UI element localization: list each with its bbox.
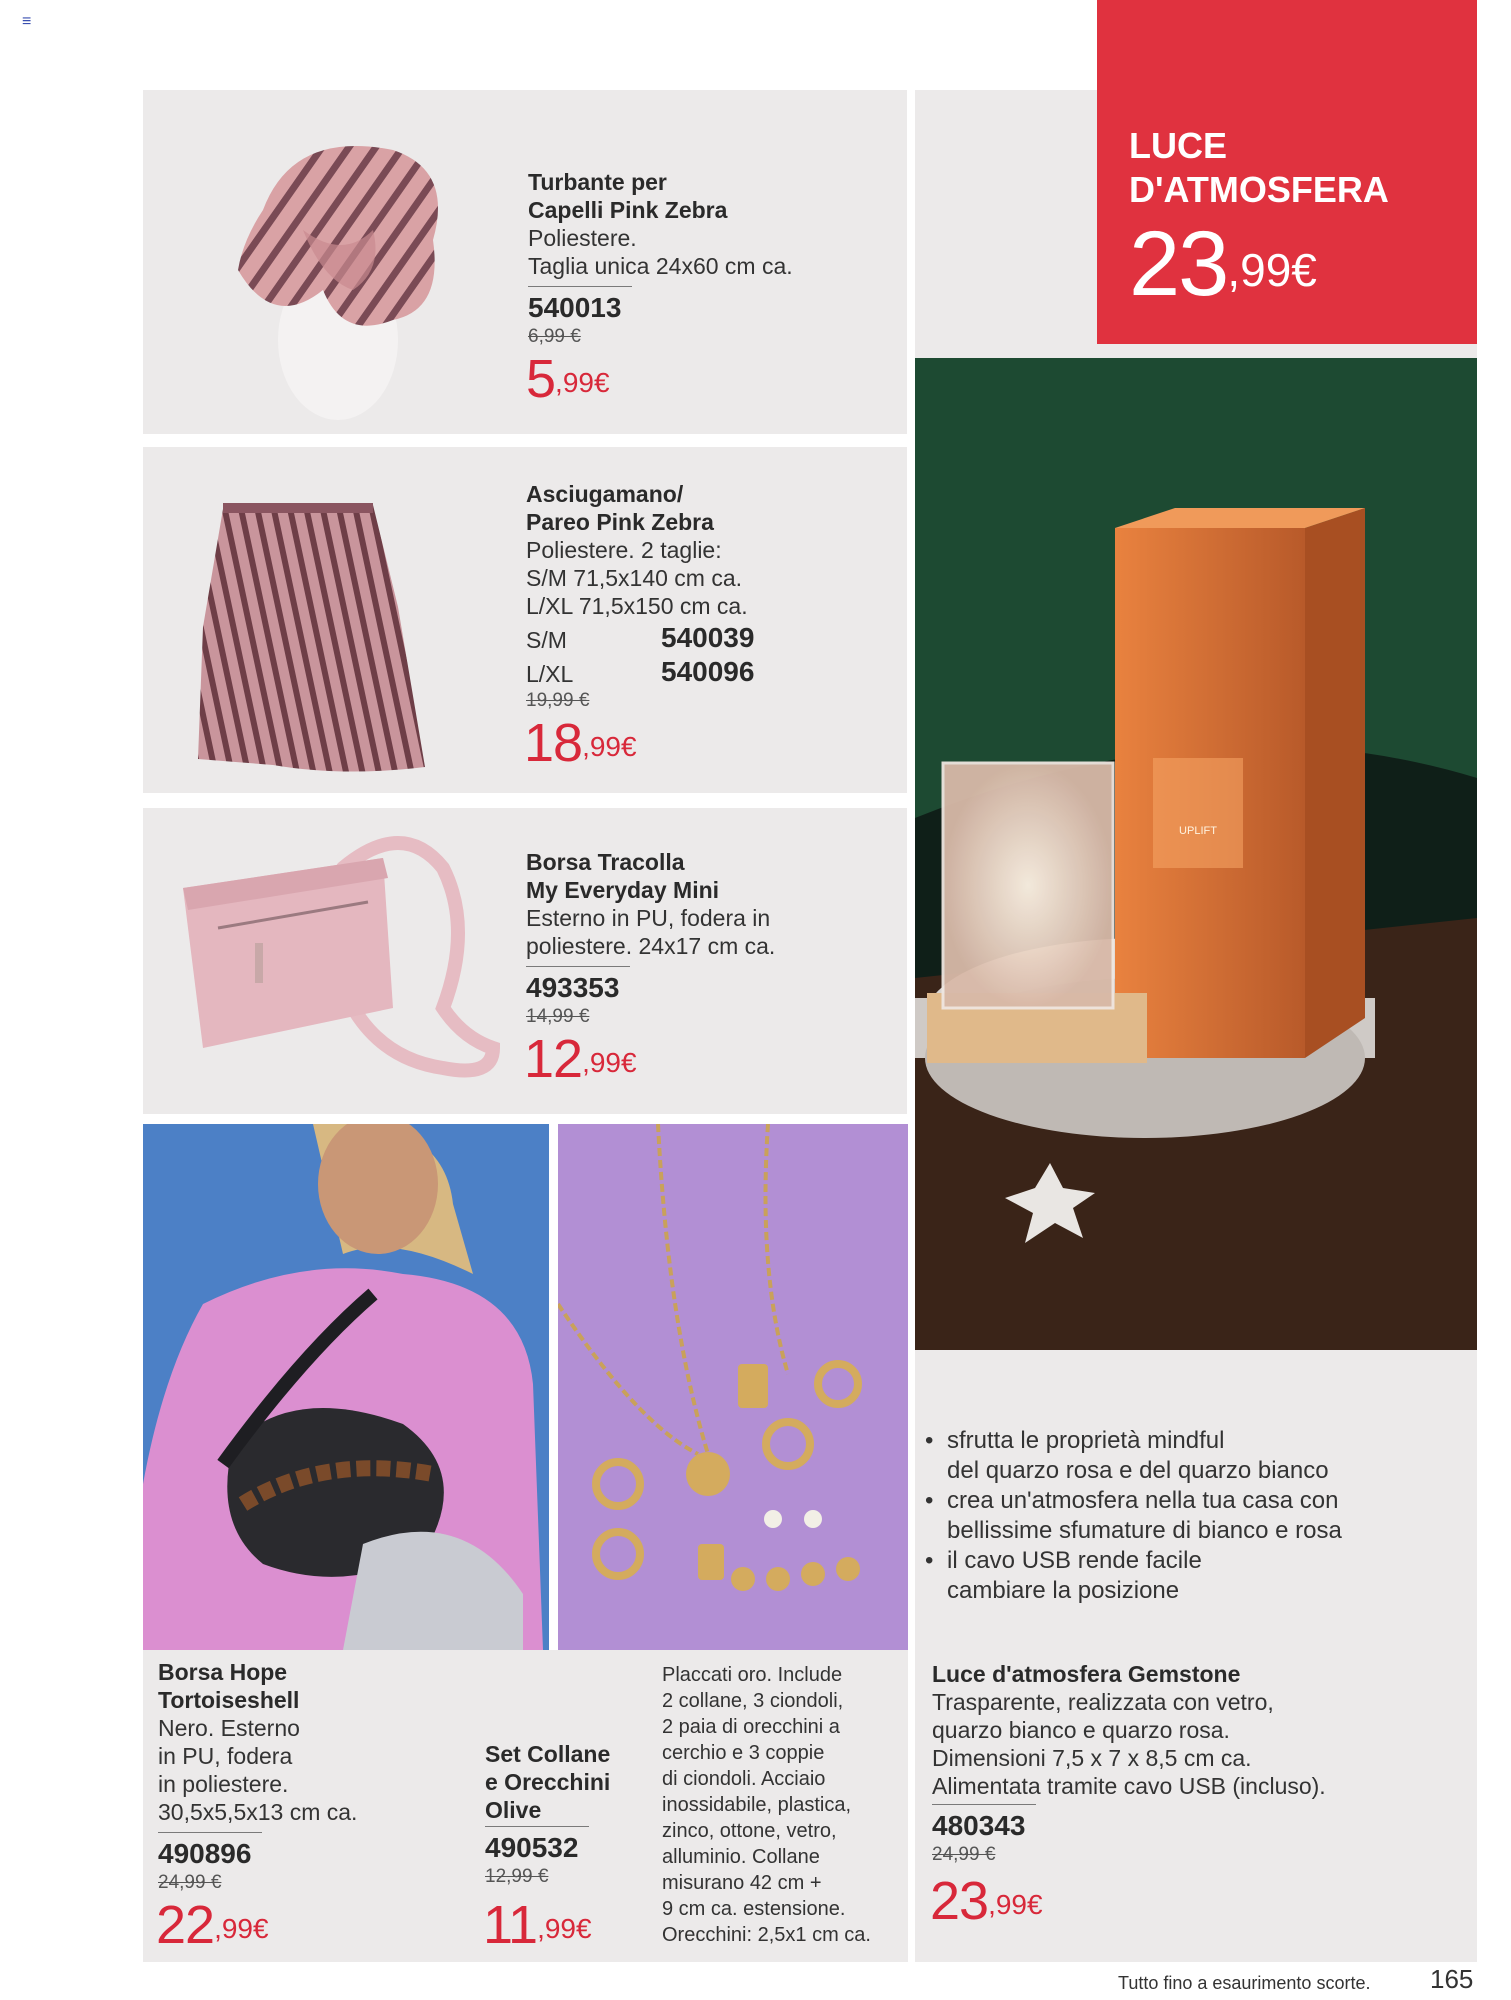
crossbody-bag-photo bbox=[143, 808, 503, 1114]
crossbody-code: 493353 bbox=[526, 972, 620, 1003]
towel-title-1: Asciugamano/ bbox=[526, 481, 684, 507]
crossbody-desc-2: poliestere. 24x17 cm ca. bbox=[526, 933, 776, 959]
lamp-desc-4: Alimentata tramite cavo USB (incluso). bbox=[932, 1773, 1326, 1799]
turban-code: 540013 bbox=[528, 292, 622, 323]
footer-note: Tutto fino a esaurimento scorte. bbox=[1118, 1973, 1371, 1993]
hope-desc-4: 30,5x5,5x13 cm ca. bbox=[158, 1799, 358, 1825]
hope-title-2: Tortoiseshell bbox=[158, 1687, 300, 1713]
crossbody-old-price: 14,99 € bbox=[526, 1006, 590, 1027]
banner-price: $23^{,99€}$ bbox=[1129, 213, 1317, 315]
crossbody-title-2: My Everyday Mini bbox=[526, 877, 720, 903]
divider bbox=[526, 966, 630, 967]
crossbody-desc-1: Esterno in PU, fodera in bbox=[526, 905, 771, 931]
jewelry-code: 490532 bbox=[485, 1832, 579, 1863]
lamp-banner bbox=[1097, 0, 1477, 344]
lamp-code: 480343 bbox=[932, 1810, 1026, 1841]
crossbody-title-1: Borsa Tracolla bbox=[526, 849, 685, 875]
jewelry-title-2: e Orecchini bbox=[485, 1769, 611, 1795]
hope-bag-photo bbox=[143, 1124, 549, 1650]
jewelry-title-1: Set Collane bbox=[485, 1741, 611, 1767]
jewelry-set-photo bbox=[558, 1124, 908, 1650]
jewelry-details: Placcati oro. Include 2 collane, 3 ciondoli, 2 paia di orecchini a cerchio e 3 coppie di ciondoli. Acciaio inossidabile, plastica, zinco, ottone, vetro, alluminio. Collane misurano 42 cm + 9 cm ca. estensione. Orecchini: 2,5x1 cm ca. bbox=[662, 1664, 871, 1946]
lamp-old-price: 24,99 € bbox=[932, 1844, 996, 1865]
towel-price: $18^{,99€}$ bbox=[524, 713, 637, 773]
feature-item: • il cavo USB rende facile cambiare la posizione bbox=[925, 1546, 1465, 1606]
jewelry-title-3: Olive bbox=[485, 1797, 542, 1823]
lamp-title: Luce d'atmosfera Gemstone bbox=[932, 1661, 1241, 1687]
turban-old-price: 6,99 € bbox=[528, 326, 581, 347]
towel-code-lxl: 540096 bbox=[661, 656, 755, 687]
feature-item: • crea un'atmosfera nella tua casa con bellissime sfumature di bianco e rosa bbox=[925, 1486, 1465, 1546]
turban-desc-1: Poliestere. bbox=[528, 225, 637, 251]
jewelry-price: $11^{,99€}$ bbox=[483, 1895, 592, 1955]
divider bbox=[158, 1832, 262, 1833]
towel-photo bbox=[143, 447, 503, 793]
hope-desc-2: in PU, fodera bbox=[158, 1743, 293, 1769]
lamp-desc-2: quarzo bianco e quarzo rosa. bbox=[932, 1717, 1230, 1743]
hope-code: 490896 bbox=[158, 1838, 252, 1869]
towel-size-sm: S/M bbox=[526, 627, 567, 653]
turban-desc-2: Taglia unica 24x60 cm ca. bbox=[528, 253, 793, 279]
towel-desc-3: L/XL 71,5x150 cm ca. bbox=[526, 593, 748, 619]
turban-title-2: Capelli Pink Zebra bbox=[528, 197, 728, 223]
turban-price: $5^{,99€}$ bbox=[526, 349, 610, 409]
feature-item: • sfrutta le proprietà mindful del quarzo rosa e del quarzo bianco bbox=[925, 1426, 1465, 1486]
lamp-photo bbox=[915, 358, 1477, 1350]
menu-icon: ≡ bbox=[22, 13, 32, 30]
hope-desc-3: in poliestere. bbox=[158, 1771, 289, 1797]
turban-title-1: Turbante per bbox=[528, 169, 667, 195]
towel-title-2: Pareo Pink Zebra bbox=[526, 509, 714, 535]
towel-size-lxl: L/XL bbox=[526, 661, 574, 687]
jewelry-old-price: 12,99 € bbox=[485, 1866, 549, 1887]
banner-line-1: LUCE bbox=[1129, 125, 1227, 166]
hope-desc-1: Nero. Esterno bbox=[158, 1715, 300, 1741]
towel-code-sm: 540039 bbox=[661, 622, 755, 653]
banner-line-2: D'ATMOSFERA bbox=[1129, 169, 1389, 210]
page-number: 165 bbox=[1430, 1964, 1474, 1994]
lamp-desc-1: Trasparente, realizzata con vetro, bbox=[932, 1689, 1274, 1715]
crossbody-price: $12^{,99€}$ bbox=[524, 1029, 637, 1089]
hope-old-price: 24,99 € bbox=[158, 1872, 222, 1893]
hope-title-1: Borsa Hope bbox=[158, 1659, 288, 1685]
turban-photo bbox=[143, 90, 503, 434]
lamp-box-label: UPLIFT bbox=[1179, 825, 1217, 837]
hope-price: $22^{,99€}$ bbox=[156, 1895, 269, 1955]
lamp-price: $23^{,99€}$ bbox=[930, 1871, 1043, 1931]
towel-desc-2: S/M 71,5x140 cm ca. bbox=[526, 565, 743, 591]
divider bbox=[528, 286, 632, 287]
lamp-features bbox=[925, 1426, 1465, 1606]
towel-desc-1: Poliestere. 2 taglie: bbox=[526, 537, 722, 563]
divider bbox=[932, 1804, 1036, 1805]
towel-old-price: 19,99 € bbox=[526, 690, 590, 711]
lamp-desc-3: Dimensioni 7,5 x 7 x 8,5 cm ca. bbox=[932, 1745, 1252, 1771]
divider bbox=[485, 1826, 589, 1827]
